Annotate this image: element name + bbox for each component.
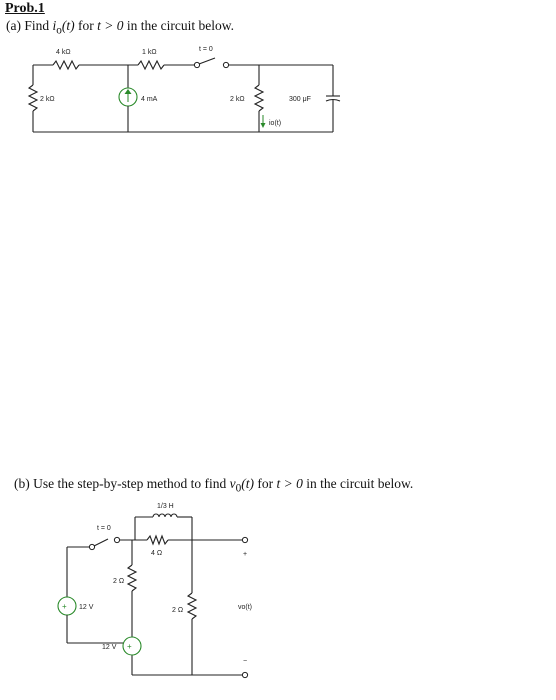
capacitor-label: 300 μF	[289, 96, 311, 103]
current-source-label: 4 mA	[141, 96, 158, 103]
question-a-prefix: (a) Find	[6, 18, 53, 33]
question-b-condition: t > 0	[276, 476, 303, 491]
source-left-polarity: +	[62, 602, 67, 611]
question-a	[6, 18, 234, 37]
source-left-label: 12 V	[79, 604, 94, 611]
question-a-condition: t > 0	[97, 18, 124, 33]
current-io-label: io(t)	[269, 120, 282, 127]
resistor-2k-right-label: 2 kΩ	[230, 96, 245, 103]
problem-heading: Prob.1	[5, 1, 45, 16]
resistor-4ohm-label: 4 Ω	[151, 550, 163, 557]
circuit-a	[0, 40, 556, 140]
question-a-suffix: in the circuit below.	[123, 18, 234, 33]
question-a-subscript: o	[56, 24, 62, 37]
question-a-variable: i	[52, 18, 57, 33]
output-minus: −	[243, 658, 248, 665]
output-vo-label: vo(t)	[238, 604, 252, 611]
resistor-2ohm-left-label: 2 Ω	[113, 578, 125, 585]
question-b-suffix: in the circuit below.	[302, 476, 414, 491]
source-bottom-label: 12 V	[102, 644, 117, 651]
source-bottom-polarity: +	[127, 642, 132, 651]
switch-label-a: t = 0	[199, 46, 213, 53]
resistor-1k-label: 1 kΩ	[142, 49, 157, 56]
question-b-subscript: 0	[235, 482, 242, 495]
question-b-middle: for	[253, 476, 277, 491]
resistor-2k-left-label: 2 kΩ	[40, 96, 55, 103]
resistor-4k-label: 4 kΩ	[56, 49, 71, 56]
question-b-prefix: (b) Use the step-by-step method to find	[14, 476, 230, 491]
inductor-label: 1/3 H	[157, 503, 174, 510]
question-a-arg: (t)	[61, 18, 75, 33]
output-plus: +	[243, 551, 248, 558]
question-b-arg: (t)	[241, 476, 254, 491]
switch-label-b: t = 0	[97, 525, 111, 532]
resistor-2ohm-right-label: 2 Ω	[172, 607, 184, 614]
question-b-variable: v	[229, 476, 236, 491]
circuit-b	[0, 495, 556, 700]
question-b	[14, 476, 413, 495]
question-a-middle: for	[74, 18, 98, 33]
